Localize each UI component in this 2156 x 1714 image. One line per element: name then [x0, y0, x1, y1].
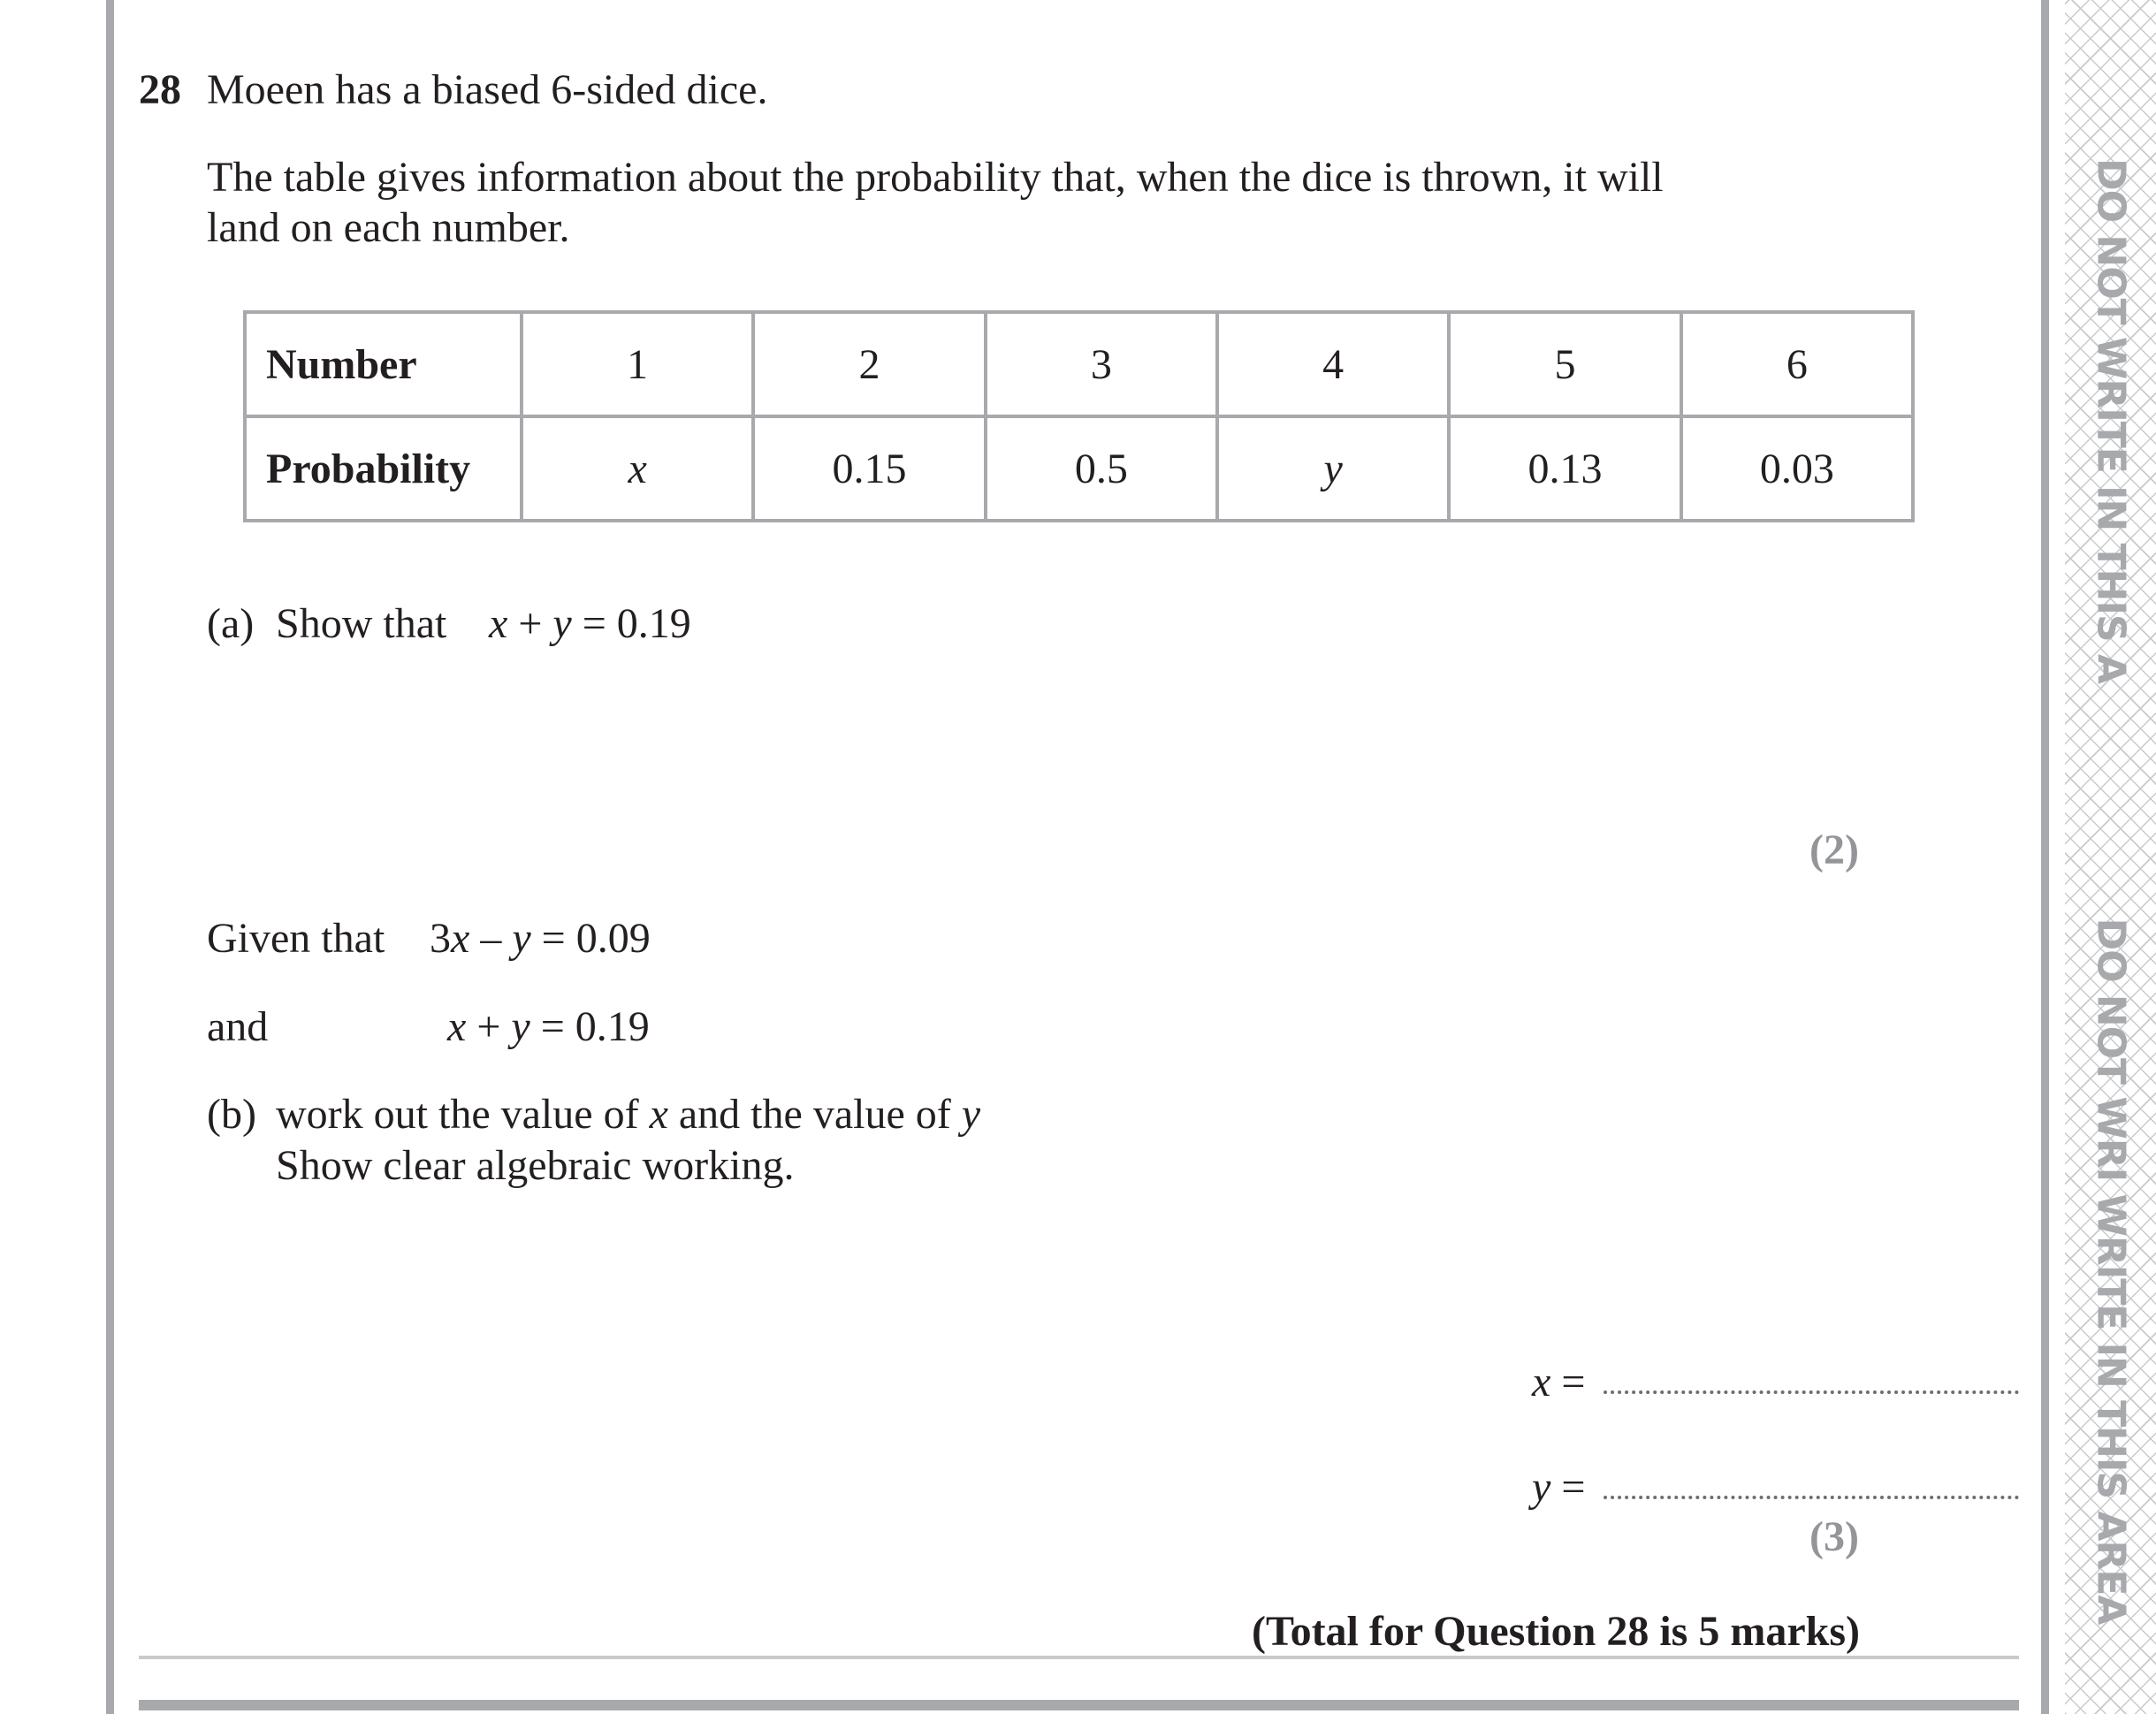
table-row	[245, 416, 1913, 521]
question-description-line1: The table gives information about the probability that, when the dice is thrown, it will	[207, 154, 1664, 201]
text-part: and the value of	[667, 1091, 962, 1138]
var-y: y	[512, 915, 531, 962]
answer-x-line[interactable]	[1604, 1390, 2019, 1394]
answer-x-label	[1532, 1361, 1585, 1404]
equation-part: = 0.09	[530, 915, 651, 962]
equals-sign: =	[1561, 1464, 1586, 1511]
var-x: x	[489, 600, 508, 647]
var-y: y	[511, 1003, 530, 1050]
table-cell: x	[522, 416, 753, 521]
and-label: and	[207, 1003, 269, 1050]
var-y: y	[961, 1091, 981, 1138]
page-border-right	[2041, 0, 2049, 1714]
var-x: x	[1532, 1359, 1551, 1405]
part-a-equation	[489, 600, 691, 647]
part-b-label: (b)	[207, 1091, 256, 1138]
page-border-left	[106, 0, 114, 1714]
part-b-marks: (3)	[1809, 1513, 1859, 1560]
part-a-label: (a)	[207, 600, 255, 647]
var-y: y	[1532, 1464, 1551, 1511]
table-cell: y	[1217, 416, 1449, 521]
table-row	[245, 312, 1913, 416]
table-cell: 0.03	[1681, 416, 1913, 521]
table-cell: 0.15	[753, 416, 985, 521]
divider-thin	[139, 1656, 2019, 1659]
table-cell: 2	[753, 312, 985, 416]
var-y: y	[552, 600, 572, 647]
given-equation-1	[430, 915, 651, 962]
equals-sign: =	[1561, 1359, 1586, 1405]
var-x: x	[447, 1003, 467, 1050]
part-a-text: Show that	[276, 600, 447, 647]
equation-part: = 0.19	[571, 600, 691, 647]
question-description-line2: land on each number.	[207, 204, 570, 251]
margin-warning-top: DO NOT WRITE IN THIS A	[2088, 158, 2134, 683]
table-header-number: Number	[245, 312, 522, 416]
table-cell: 6	[1681, 312, 1913, 416]
equation-part: –	[469, 915, 513, 962]
part-b-text	[276, 1093, 980, 1136]
table-cell: 3	[986, 312, 1217, 416]
question-intro: Moeen has a biased 6-sided dice.	[207, 66, 768, 113]
question-number: 28	[139, 66, 181, 113]
margin-warning-bottom: DO NOT WRI WRITE IN THIS AREA	[2088, 918, 2134, 1625]
probability-table	[243, 310, 1915, 522]
part-a-marks: (2)	[1809, 827, 1859, 873]
table-cell: 5	[1449, 312, 1680, 416]
equation-part: +	[466, 1003, 512, 1050]
var-x: x	[451, 915, 470, 962]
table-cell: 1	[522, 312, 753, 416]
answer-y-label	[1532, 1466, 1585, 1509]
divider-thick	[139, 1700, 2019, 1710]
table-cell: 0.13	[1449, 416, 1680, 521]
text-part: work out the value of	[276, 1091, 650, 1138]
equation-part: 3	[430, 915, 451, 962]
part-b-instruction: Show clear algebraic working.	[276, 1142, 795, 1189]
table-cell: 0.5	[986, 416, 1217, 521]
answer-y-line[interactable]	[1604, 1496, 2019, 1499]
given-equation-2	[447, 1003, 650, 1050]
equation-part: +	[507, 600, 553, 647]
table-header-probability: Probability	[245, 416, 522, 521]
equation-part: = 0.19	[529, 1003, 650, 1050]
table-cell: 4	[1217, 312, 1449, 416]
question-total: (Total for Question 28 is 5 marks)	[1251, 1608, 1860, 1655]
var-x: x	[649, 1091, 668, 1138]
given-label: Given that	[207, 915, 385, 962]
